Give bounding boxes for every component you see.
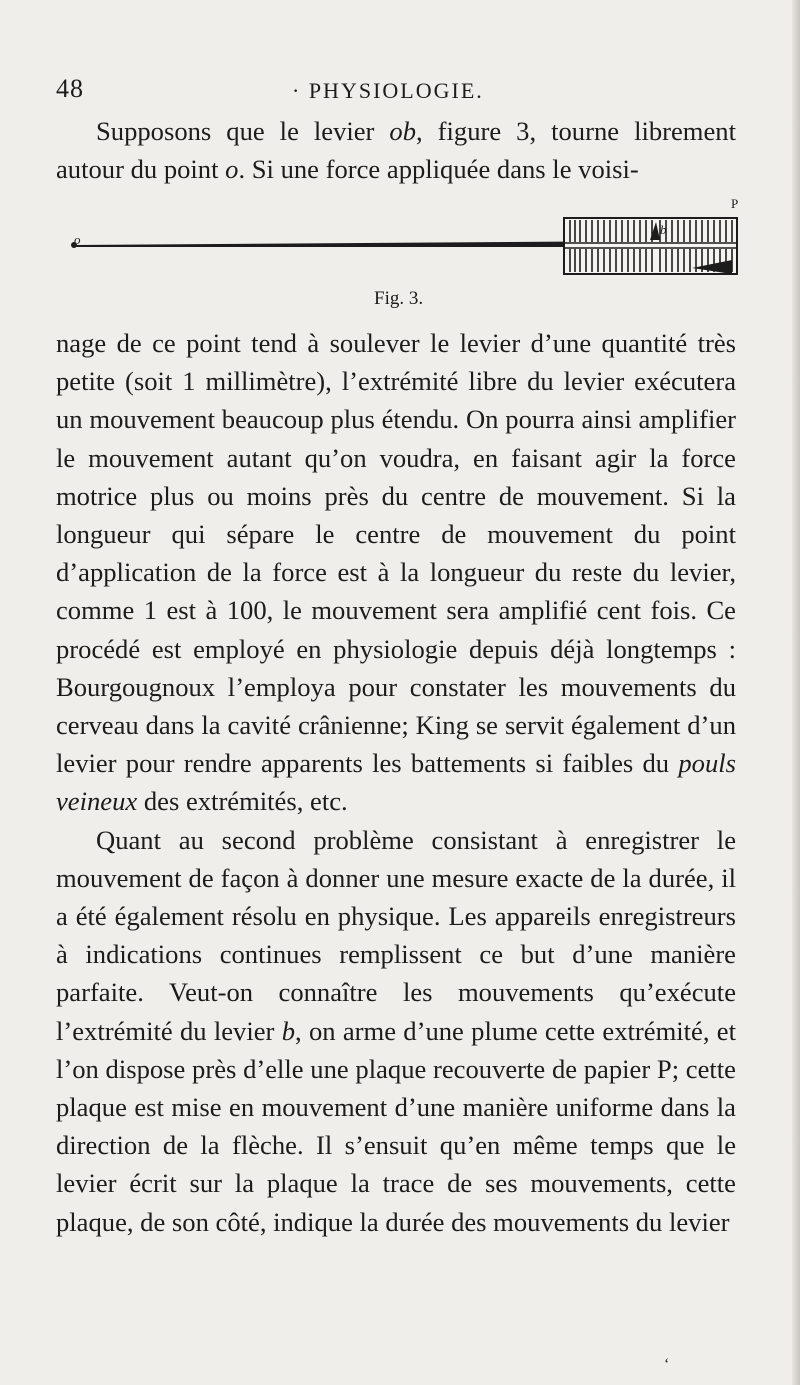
figure-caption: Fig. 3. [374,288,424,309]
text-run: . Si une force appliquée dans le voisi- [238,154,639,185]
label-p: P [731,196,739,211]
main-text [56,324,736,1241]
page-number: 48 [56,74,84,103]
page-edge-shadow [792,0,800,1385]
text-run: , figure 3, tourne librement autour du point [56,116,736,185]
paragraph-3 [56,821,736,1241]
text-run: Quant au second problème consistant à enregistrer le mouvement de façon à donner une mesure exacte de la durée, il a été également résolu en physique. Les appareils enregistreurs à indications continues remplissent ce but d’une manière parfaite. Veut-on connaître les mouvements qu’exécute l’extrémité du levier [56,824,736,1046]
text-run: Supposons que le levier [96,116,390,146]
italic-run: b [281,1015,295,1046]
paragraph-2 [56,324,736,821]
italic-run: pouls veineux [56,748,736,817]
label-b: b [660,222,667,237]
label-o: o [74,232,81,247]
italic-run: o [225,154,239,185]
figure-3-lever-diagram [56,196,746,309]
lever-drawing [56,196,746,286]
page-header [56,74,756,106]
italic-run: ob [389,116,417,146]
text-run: des extrémités, etc. [137,786,348,817]
text-run: nage de ce point tend à soulever le levier d’une quantité très petite (soit 1 millimètre), l’extrémité libre du levier exécutera un mouvement beaucoup plus étendu. On pourra ainsi amplifier le mouvement autant qu’on voudra, en faisant agir la force motrice plus ou moins près du centre de mouvement. Si la longueur qui sépare le centre de mouvement du point d’application de la force est à la longueur du reste du levier, comme 1 est à 100, le mouvement sera amplifié cent fois. Ce procédé est employé en physiologie depuis déjà longtemps : Bourgougnoux l’employa pour constater les mouvements du cerveau dans la cavité crânienne; King se servit également d’un levier pour rendre apparents les battements si faibles du [56,328,736,779]
paragraph-1 [56,112,736,188]
text-run: , on arme d’une plume cette extrémité, et l’on dispose près d’elle une plaque recouverte de papier P; cette plaque est mise en mouvement d’une manière uniforme dans la direction de la flèche. Il s’ensuit qu’en même temps que le levier écrit sur la plaque la trace de ses mouvements, cette plaque, de son côté, indique la durée des mouvements du levier [56,1015,736,1237]
footer-mark: ʻ [664,1356,670,1373]
running-title: · PHYSIOLOGIE. [292,78,484,103]
